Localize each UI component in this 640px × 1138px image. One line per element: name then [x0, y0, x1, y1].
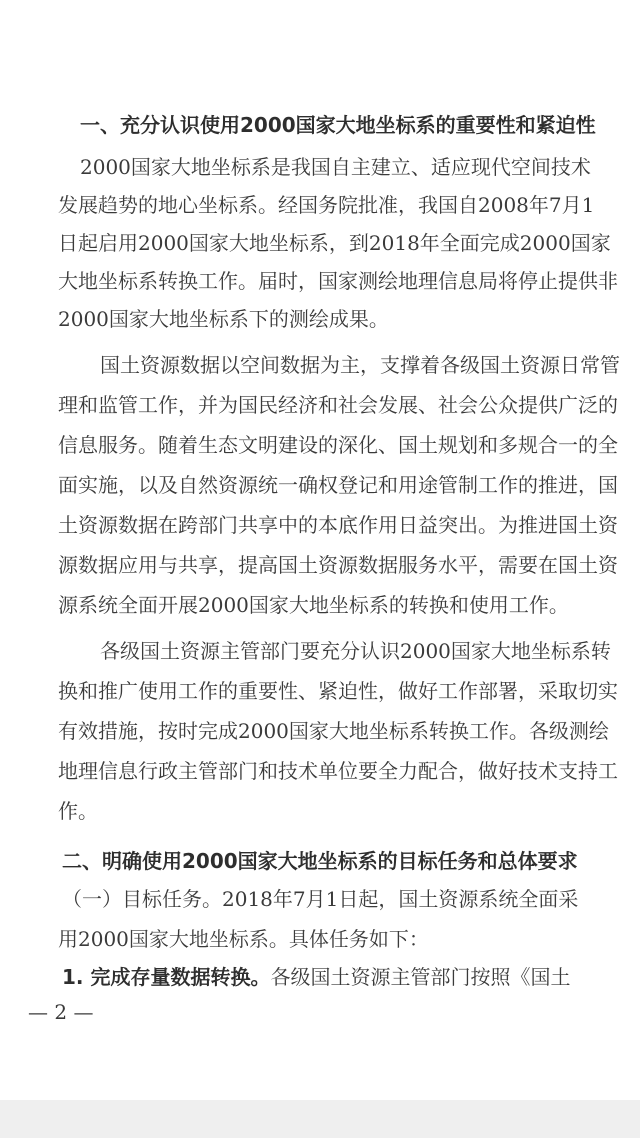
paragraph-line: 理和监管工作，并为国民经济和社会发展、社会公众提供广泛的	[58, 393, 618, 417]
paragraph-line: 源数据应用与共享，提高国土资源数据服务水平，需要在国土资	[58, 553, 618, 577]
paragraph-line: 作。	[58, 799, 98, 823]
section-heading-2: 二、明确使用2000国家大地坐标系的目标任务和总体要求	[62, 849, 578, 873]
task-item-1-lead: 1. 完成存量数据转换。	[62, 965, 271, 989]
paragraph-line: 发展趋势的地心坐标系。经国务院批准，我国自2008年7月1	[58, 193, 595, 217]
task-item-1	[62, 962, 622, 992]
paragraph-line: 2000国家大地坐标系是我国自主建立、适应现代空间技术	[80, 155, 591, 179]
paragraph-line: 国土资源数据以空间数据为主，支撑着各级国土资源日常管	[100, 353, 620, 377]
paragraph-line: 有效措施，按时完成2000国家大地坐标系转换工作。各级测绘	[58, 719, 609, 743]
paragraph-line: 源系统全面开展2000国家大地坐标系的转换和使用工作。	[58, 593, 569, 617]
page-number: — 2 —	[28, 1000, 94, 1024]
paragraph-line: 大地坐标系转换工作。届时，国家测绘地理信息局将停止提供非	[58, 269, 618, 293]
paragraph-line: 换和推广使用工作的重要性、紧迫性，做好工作部署，采取切实	[58, 679, 618, 703]
paragraph-line: 日起启用2000国家大地坐标系，到2018年全面完成2000国家	[58, 231, 611, 255]
paragraph-line: 地理信息行政主管部门和技术单位要全力配合，做好技术支持工	[58, 759, 618, 783]
paragraph-line: 2000国家大地坐标系下的测绘成果。	[58, 307, 389, 331]
paragraph-line: 信息服务。随着生态文明建设的深化、国土规划和多规合一的全	[58, 433, 618, 457]
subsection-line: （一）目标任务。2018年7月1日起，国土资源系统全面采	[62, 887, 579, 911]
section-heading-1: 一、充分认识使用2000国家大地坐标系的重要性和紧迫性	[80, 113, 596, 137]
subsection-line: 用2000国家大地坐标系。具体任务如下：	[58, 927, 429, 951]
paragraph-line: 各级国土资源主管部门要充分认识2000国家大地坐标系转	[100, 639, 611, 663]
paragraph-line: 面实施，以及自然资源统一确权登记和用途管制工作的推进，国	[58, 473, 618, 497]
paragraph-line: 土资源数据在跨部门共享中的本底作用日益突出。为推进国土资	[58, 513, 618, 537]
task-item-1-text: 各级国土资源主管部门按照《国土	[270, 965, 571, 989]
bottom-margin-band	[0, 1100, 640, 1138]
